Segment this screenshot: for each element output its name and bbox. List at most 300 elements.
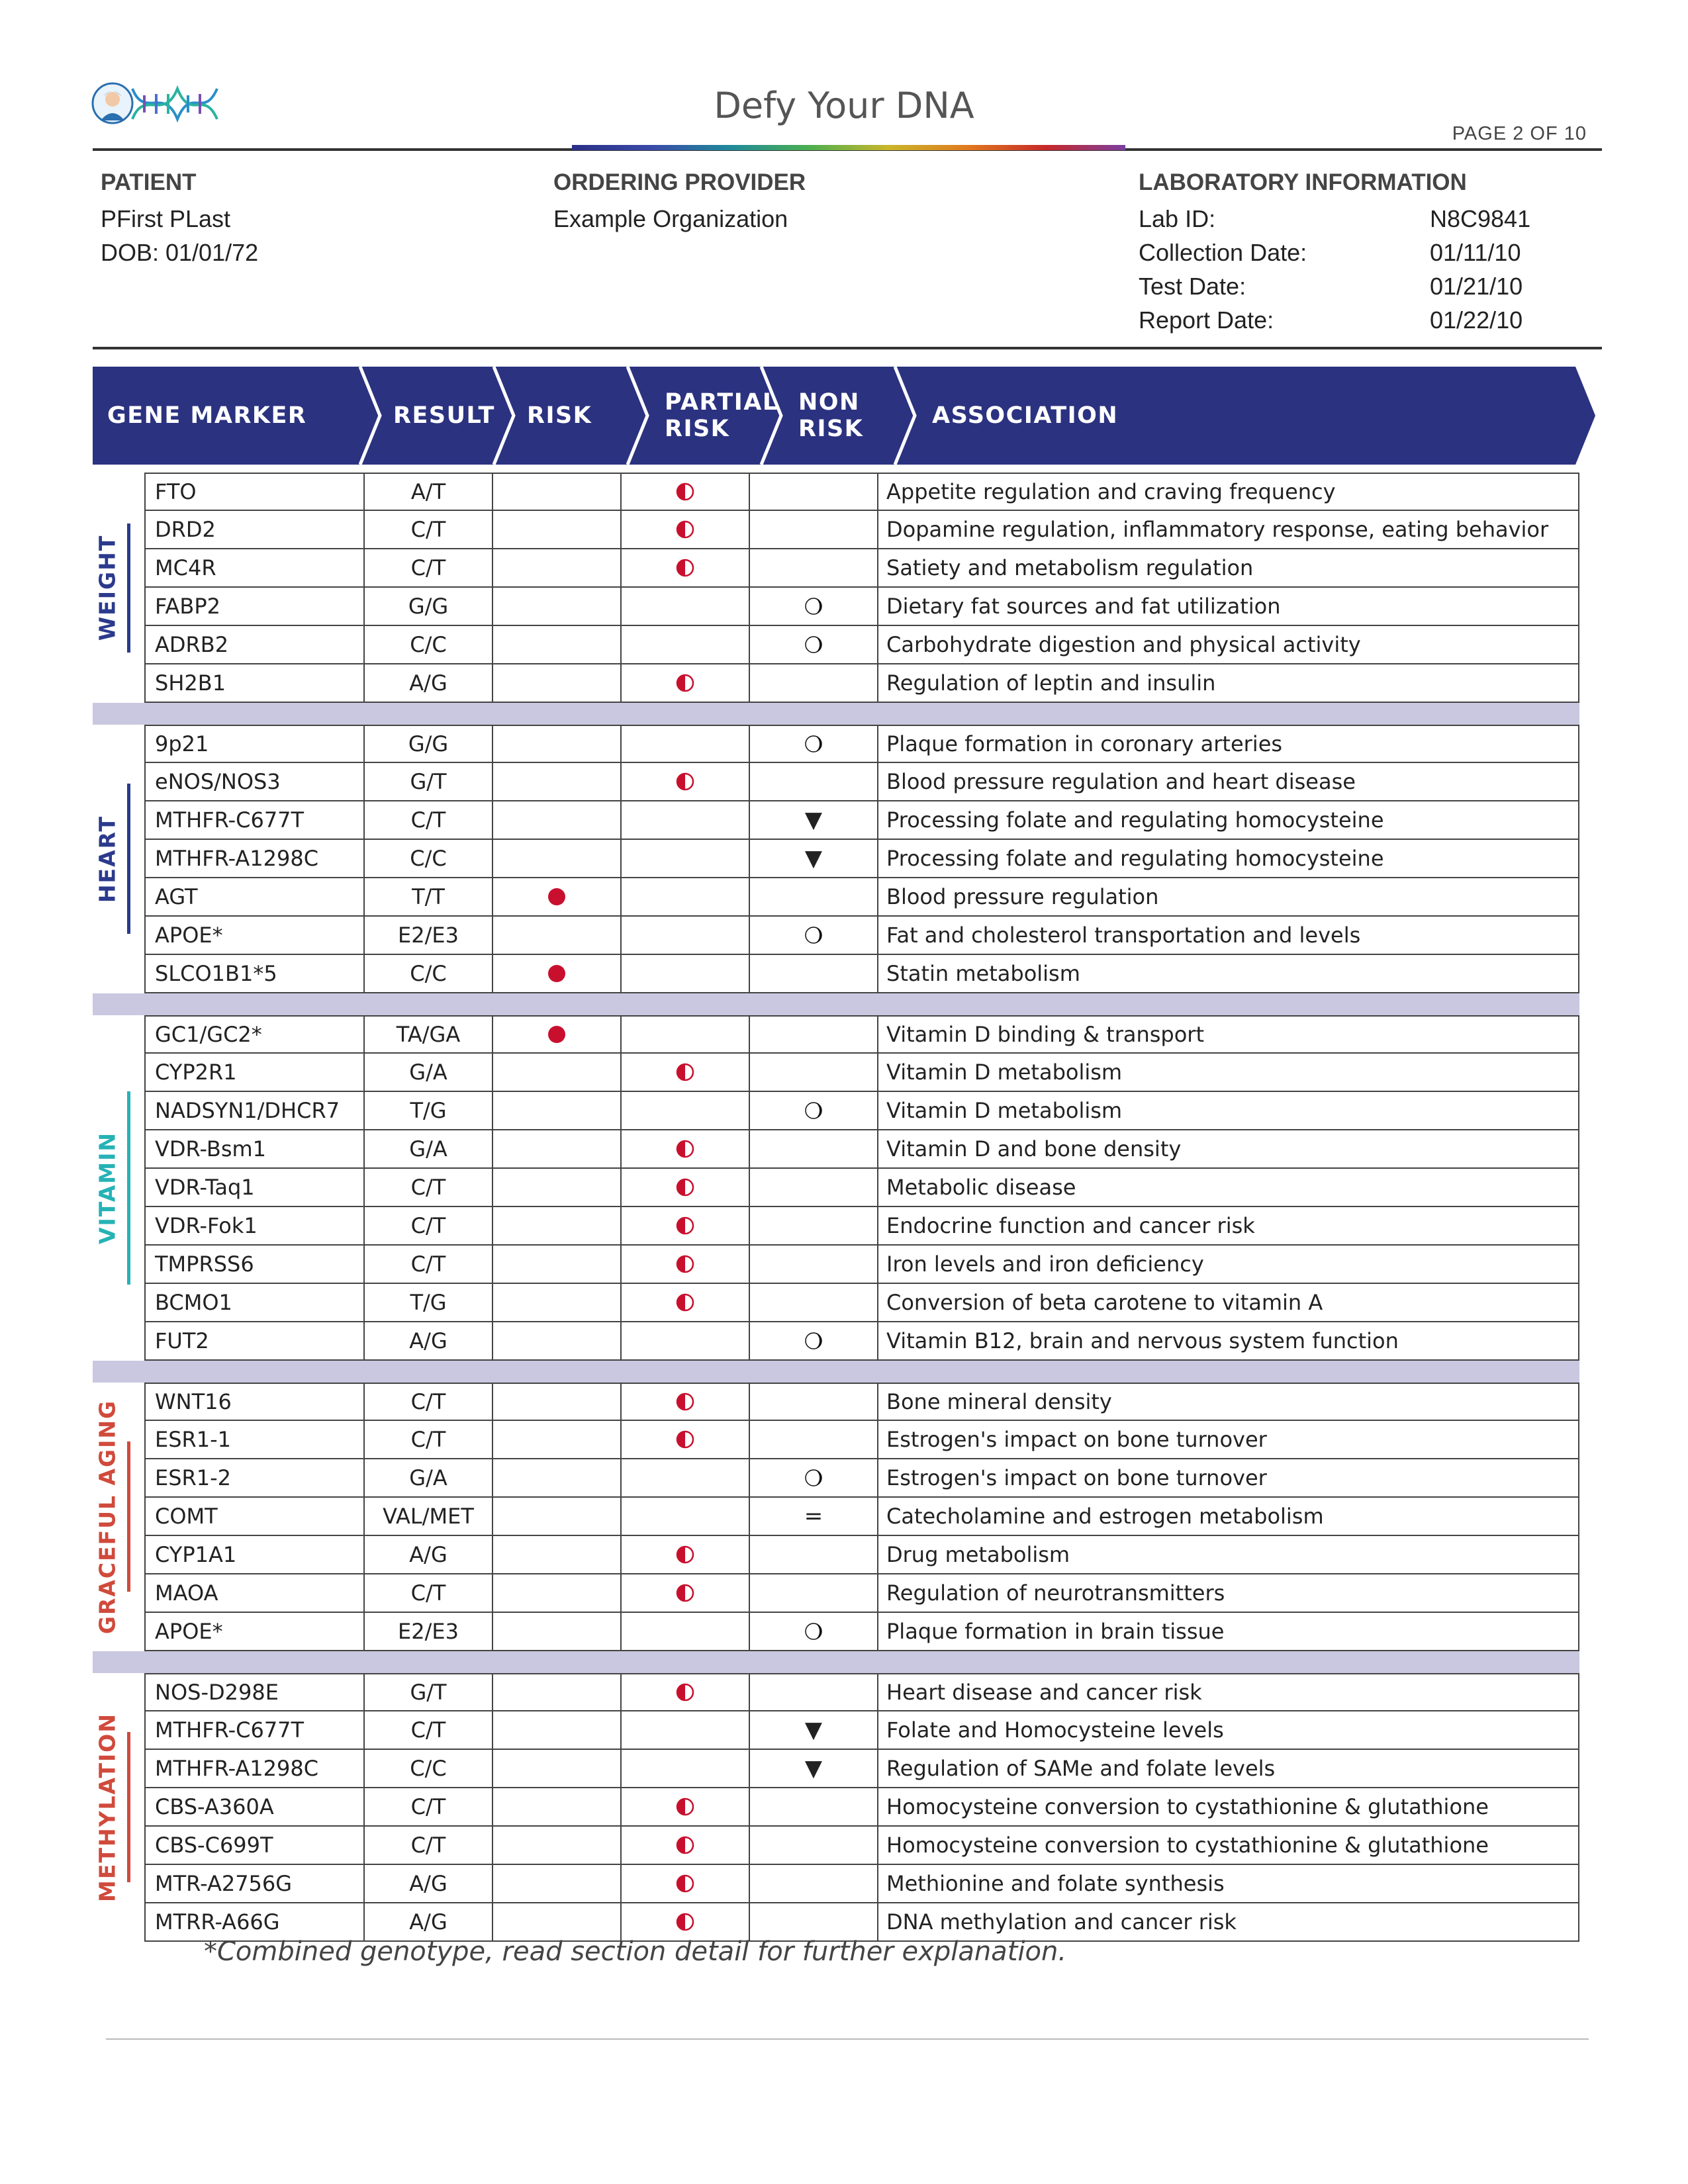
partial-risk-cell — [620, 1383, 749, 1421]
half-red-circle-icon — [675, 1254, 695, 1274]
association-cell: Catecholamine and estrogen metabolism — [877, 1498, 1579, 1536]
non-risk-cell — [749, 763, 877, 801]
table-row — [144, 1788, 1579, 1827]
full-red-circle-icon — [547, 964, 567, 983]
result-cell: G/G — [363, 588, 492, 626]
non-risk-cell — [749, 588, 877, 626]
half-red-circle-icon — [675, 1912, 695, 1932]
gene-marker-cell: FABP2 — [144, 588, 363, 626]
association-cell: Plaque formation in coronary arteries — [877, 725, 1579, 763]
result-cell: C/T — [363, 1421, 492, 1459]
non-risk-cell — [749, 917, 877, 955]
risk-cell — [492, 1246, 620, 1284]
partial-risk-cell — [620, 1284, 749, 1322]
table-row — [144, 878, 1579, 917]
gene-marker-cell: MTHFR-A1298C — [144, 840, 363, 878]
result-cell: C/C — [363, 840, 492, 878]
result-cell: G/A — [363, 1459, 492, 1498]
non-risk-cell — [749, 626, 877, 664]
association-cell: Estrogen's impact on bone turnover — [877, 1421, 1579, 1459]
gene-marker-cell: ESR1-1 — [144, 1421, 363, 1459]
table-row — [144, 1015, 1579, 1054]
lab-block — [1139, 165, 1602, 337]
equals-sign-icon: = — [804, 1503, 823, 1529]
open-crescent-circle-icon — [804, 1101, 823, 1120]
partial-risk-cell — [620, 1130, 749, 1169]
non-risk-cell — [749, 1498, 877, 1536]
result-cell: G/G — [363, 725, 492, 763]
section-separator — [93, 1651, 1579, 1673]
half-red-circle-icon — [675, 1797, 695, 1817]
gene-marker-cell: CBS-A360A — [144, 1788, 363, 1827]
result-cell: C/T — [363, 1246, 492, 1284]
non-risk-cell — [749, 1827, 877, 1865]
association-cell: Carbohydrate digestion and physical activity — [877, 626, 1579, 664]
patient-heading: PATIENT — [101, 169, 197, 195]
section-label-heart: HEART — [93, 725, 144, 993]
association-cell: Folate and Homocysteine levels — [877, 1711, 1579, 1750]
lab-row-report: Report Date: 01/22/10 — [1139, 306, 1523, 334]
gene-marker-cell: BCMO1 — [144, 1284, 363, 1322]
footnote: *Combined genotype, read section detail for further explanation. — [204, 1936, 1067, 1967]
risk-cell — [492, 1498, 620, 1536]
risk-cell — [492, 1284, 620, 1322]
result-cell: C/T — [363, 1207, 492, 1246]
risk-cell — [492, 473, 620, 511]
gene-marker-cell: VDR-Fok1 — [144, 1207, 363, 1246]
non-risk-cell — [749, 1054, 877, 1092]
table-row — [144, 549, 1579, 588]
association-cell: Processing folate and regulating homocysteine — [877, 801, 1579, 840]
association-cell: Regulation of neurotransmitters — [877, 1574, 1579, 1613]
partial-risk-cell — [620, 1246, 749, 1284]
gene-results-table — [144, 473, 1579, 1942]
partial-risk-cell — [620, 1092, 749, 1130]
risk-cell — [492, 1054, 620, 1092]
result-cell: A/G — [363, 1536, 492, 1574]
half-red-circle-icon — [675, 772, 695, 792]
gene-marker-cell: ADRB2 — [144, 626, 363, 664]
non-risk-cell — [749, 1574, 877, 1613]
table-row — [144, 801, 1579, 840]
risk-cell — [492, 1092, 620, 1130]
table-row — [144, 1673, 1579, 1711]
association-cell: Metabolic disease — [877, 1169, 1579, 1207]
non-risk-cell — [749, 1421, 877, 1459]
risk-cell — [492, 955, 620, 993]
risk-cell — [492, 1207, 620, 1246]
non-risk-cell — [749, 1130, 877, 1169]
partial-risk-cell — [620, 1613, 749, 1651]
association-cell: Estrogen's impact on bone turnover — [877, 1459, 1579, 1498]
full-red-circle-icon — [547, 1024, 567, 1044]
result-cell: C/T — [363, 1788, 492, 1827]
gene-marker-cell: APOE* — [144, 917, 363, 955]
result-cell: C/T — [363, 511, 492, 549]
col-gene-marker: GENE MARKER — [107, 402, 307, 429]
gene-marker-cell: APOE* — [144, 1613, 363, 1651]
table-row — [144, 1169, 1579, 1207]
non-risk-cell — [749, 1169, 877, 1207]
non-risk-cell — [749, 1459, 877, 1498]
risk-cell — [492, 1574, 620, 1613]
association-cell: Homocysteine conversion to cystathionine & glutathione — [877, 1827, 1579, 1865]
gene-marker-cell: MC4R — [144, 549, 363, 588]
gene-marker-cell: GC1/GC2* — [144, 1015, 363, 1054]
gene-marker-cell: FTO — [144, 473, 363, 511]
gene-marker-cell: COMT — [144, 1498, 363, 1536]
down-triangle-icon: ▼ — [804, 1755, 823, 1782]
patient-name: PFirst PLast — [101, 205, 231, 232]
result-cell: VAL/MET — [363, 1498, 492, 1536]
partial-risk-cell — [620, 878, 749, 917]
gene-marker-cell: NOS-D298E — [144, 1673, 363, 1711]
risk-cell — [492, 763, 620, 801]
table-row — [144, 1750, 1579, 1788]
gene-marker-cell: VDR-Taq1 — [144, 1169, 363, 1207]
open-crescent-circle-icon — [804, 734, 823, 754]
partial-risk-cell — [620, 511, 749, 549]
result-cell: T/G — [363, 1284, 492, 1322]
risk-cell — [492, 626, 620, 664]
partial-risk-cell — [620, 1498, 749, 1536]
risk-cell — [492, 1459, 620, 1498]
table-row — [144, 1574, 1579, 1613]
section-separator — [93, 1361, 1579, 1383]
half-red-circle-icon — [675, 1216, 695, 1236]
result-cell: G/A — [363, 1054, 492, 1092]
partial-risk-cell — [620, 801, 749, 840]
non-risk-cell — [749, 1322, 877, 1361]
non-risk-cell — [749, 801, 877, 840]
result-cell: G/A — [363, 1130, 492, 1169]
risk-cell — [492, 1613, 620, 1651]
non-risk-cell — [749, 1015, 877, 1054]
partial-risk-cell — [620, 840, 749, 878]
partial-risk-cell — [620, 549, 749, 588]
association-cell: Bone mineral density — [877, 1383, 1579, 1421]
non-risk-cell — [749, 1536, 877, 1574]
partial-risk-cell — [620, 1827, 749, 1865]
section-label-graceful-aging: GRACEFUL AGING — [93, 1383, 144, 1651]
result-cell: A/G — [363, 1865, 492, 1903]
non-risk-cell — [749, 1207, 877, 1246]
half-red-circle-icon — [675, 1392, 695, 1412]
section-separator — [93, 703, 1579, 725]
result-cell: T/T — [363, 878, 492, 917]
association-cell: Fat and cholesterol transportation and levels — [877, 917, 1579, 955]
table-row — [144, 473, 1579, 511]
half-red-circle-icon — [675, 1139, 695, 1159]
table-row — [144, 1711, 1579, 1750]
partial-risk-cell — [620, 725, 749, 763]
col-result: RESULT — [393, 402, 495, 429]
partial-risk-cell — [620, 1421, 749, 1459]
risk-cell — [492, 511, 620, 549]
risk-cell — [492, 664, 620, 703]
association-cell: Blood pressure regulation and heart disease — [877, 763, 1579, 801]
open-crescent-circle-icon — [804, 1468, 823, 1488]
result-cell: C/C — [363, 955, 492, 993]
provider-block — [553, 165, 806, 236]
half-red-circle-icon — [675, 1430, 695, 1449]
result-cell: T/G — [363, 1092, 492, 1130]
table-row — [144, 1284, 1579, 1322]
partial-risk-cell — [620, 1750, 749, 1788]
partial-risk-cell — [620, 1207, 749, 1246]
association-cell: Methionine and folate synthesis — [877, 1865, 1579, 1903]
half-red-circle-icon — [675, 1835, 695, 1855]
gene-marker-cell: CBS-C699T — [144, 1827, 363, 1865]
provider-name: Example Organization — [553, 205, 788, 232]
half-red-circle-icon — [675, 1682, 695, 1702]
partial-risk-cell — [620, 1459, 749, 1498]
association-cell: Vitamin D metabolism — [877, 1092, 1579, 1130]
non-risk-cell — [749, 1788, 877, 1827]
non-risk-cell — [749, 725, 877, 763]
down-triangle-icon: ▼ — [804, 1717, 823, 1743]
non-risk-cell — [749, 473, 877, 511]
gene-marker-cell: AGT — [144, 878, 363, 917]
association-cell: Blood pressure regulation — [877, 878, 1579, 917]
table-row — [144, 1865, 1579, 1903]
non-risk-cell — [749, 511, 877, 549]
non-risk-cell — [749, 955, 877, 993]
table-row — [144, 1207, 1579, 1246]
page-number: PAGE 2 OF 10 — [1452, 123, 1587, 144]
partial-risk-cell — [620, 1788, 749, 1827]
result-cell: TA/GA — [363, 1015, 492, 1054]
table-row — [144, 1536, 1579, 1574]
gene-marker-cell: SH2B1 — [144, 664, 363, 703]
association-cell: Vitamin B12, brain and nervous system function — [877, 1322, 1579, 1361]
table-row — [144, 1092, 1579, 1130]
association-cell: Dietary fat sources and fat utilization — [877, 588, 1579, 626]
association-cell: Plaque formation in brain tissue — [877, 1613, 1579, 1651]
gene-marker-cell: MAOA — [144, 1574, 363, 1613]
association-cell: DNA methylation and cancer risk — [877, 1903, 1579, 1942]
footer-rule — [106, 2038, 1589, 2040]
gene-marker-cell: MTHFR-A1298C — [144, 1750, 363, 1788]
gene-marker-cell: VDR-Bsm1 — [144, 1130, 363, 1169]
section-label-methylation: METHYLATION — [93, 1673, 144, 1942]
association-cell: Regulation of SAMe and folate levels — [877, 1750, 1579, 1788]
table-row — [144, 917, 1579, 955]
col-partial-risk: PARTIAL RISK — [665, 389, 778, 442]
partial-risk-cell — [620, 664, 749, 703]
risk-cell — [492, 917, 620, 955]
half-red-circle-icon — [675, 1293, 695, 1312]
table-row — [144, 1322, 1579, 1361]
partial-risk-cell — [620, 1169, 749, 1207]
non-risk-cell — [749, 878, 877, 917]
association-cell: Endocrine function and cancer risk — [877, 1207, 1579, 1246]
result-cell: E2/E3 — [363, 917, 492, 955]
col-non-risk: NON RISK — [798, 389, 864, 442]
full-red-circle-icon — [547, 887, 567, 907]
risk-cell — [492, 1536, 620, 1574]
gene-marker-cell: MTRR-A66G — [144, 1903, 363, 1942]
partial-risk-cell — [620, 1015, 749, 1054]
partial-risk-cell — [620, 1322, 749, 1361]
table-row — [144, 1613, 1579, 1651]
table-row — [144, 626, 1579, 664]
table-row — [144, 1459, 1579, 1498]
gene-marker-cell: eNOS/NOS3 — [144, 763, 363, 801]
risk-cell — [492, 1421, 620, 1459]
partial-risk-cell — [620, 1574, 749, 1613]
half-red-circle-icon — [675, 1874, 695, 1893]
association-cell: Vitamin D binding & transport — [877, 1015, 1579, 1054]
non-risk-cell — [749, 664, 877, 703]
association-cell: Iron levels and iron deficiency — [877, 1246, 1579, 1284]
table-row — [144, 1498, 1579, 1536]
result-cell: A/G — [363, 1903, 492, 1942]
association-cell: Vitamin D and bone density — [877, 1130, 1579, 1169]
risk-cell — [492, 1130, 620, 1169]
non-risk-cell — [749, 1284, 877, 1322]
table-row — [144, 1383, 1579, 1421]
gene-marker-cell: TMPRSS6 — [144, 1246, 363, 1284]
non-risk-cell — [749, 1711, 877, 1750]
patient-block — [101, 165, 258, 269]
result-cell: A/G — [363, 1322, 492, 1361]
half-red-circle-icon — [675, 1177, 695, 1197]
result-cell: C/T — [363, 1711, 492, 1750]
gene-marker-cell: ESR1-2 — [144, 1459, 363, 1498]
gene-marker-cell: NADSYN1/DHCR7 — [144, 1092, 363, 1130]
gene-marker-cell: MTR-A2756G — [144, 1865, 363, 1903]
partial-risk-cell — [620, 1536, 749, 1574]
patient-dob: DOB: 01/01/72 — [101, 239, 259, 266]
association-cell: Conversion of beta carotene to vitamin A — [877, 1284, 1579, 1322]
half-red-circle-icon — [675, 520, 695, 539]
association-cell: Drug metabolism — [877, 1536, 1579, 1574]
open-crescent-circle-icon — [804, 635, 823, 655]
risk-cell — [492, 1169, 620, 1207]
non-risk-cell — [749, 1092, 877, 1130]
gene-marker-cell: DRD2 — [144, 511, 363, 549]
half-red-circle-icon — [675, 1062, 695, 1082]
risk-cell — [492, 1711, 620, 1750]
section-separator — [93, 993, 1579, 1015]
result-cell: G/T — [363, 763, 492, 801]
association-cell: Heart disease and cancer risk — [877, 1673, 1579, 1711]
lab-row-id: Lab ID: N8C9841 — [1139, 205, 1531, 232]
table-row — [144, 840, 1579, 878]
association-cell: Satiety and metabolism regulation — [877, 549, 1579, 588]
association-cell: Vitamin D metabolism — [877, 1054, 1579, 1092]
result-cell: C/T — [363, 801, 492, 840]
partial-risk-cell — [620, 588, 749, 626]
down-triangle-icon: ▼ — [804, 807, 823, 833]
column-header-band — [93, 367, 1595, 465]
open-crescent-circle-icon — [804, 1331, 823, 1351]
result-cell: C/C — [363, 626, 492, 664]
result-cell: A/T — [363, 473, 492, 511]
result-cell: E2/E3 — [363, 1613, 492, 1651]
non-risk-cell — [749, 1865, 877, 1903]
partial-risk-cell — [620, 1865, 749, 1903]
table-row — [144, 955, 1579, 993]
result-cell: C/T — [363, 1383, 492, 1421]
gene-marker-cell: CYP2R1 — [144, 1054, 363, 1092]
table-row — [144, 1246, 1579, 1284]
table-row — [144, 1827, 1579, 1865]
association-cell: Appetite regulation and craving frequency — [877, 473, 1579, 511]
gene-marker-cell: SLCO1B1*5 — [144, 955, 363, 993]
rainbow-accent-bar — [572, 145, 1125, 150]
open-crescent-circle-icon — [804, 925, 823, 945]
result-cell: C/T — [363, 1827, 492, 1865]
table-row — [144, 588, 1579, 626]
result-cell: G/T — [363, 1673, 492, 1711]
risk-cell — [492, 801, 620, 840]
non-risk-cell — [749, 1750, 877, 1788]
association-cell: Regulation of leptin and insulin — [877, 664, 1579, 703]
partial-risk-cell — [620, 1711, 749, 1750]
info-rule — [93, 347, 1602, 349]
non-risk-cell — [749, 1673, 877, 1711]
brand-title: Defy Your DNA — [714, 85, 974, 126]
table-row — [144, 725, 1579, 763]
lab-row-collection: Collection Date: 01/11/10 — [1139, 239, 1521, 266]
risk-cell — [492, 1865, 620, 1903]
association-cell: Homocysteine conversion to cystathionine & glutathione — [877, 1788, 1579, 1827]
table-row — [144, 664, 1579, 703]
partial-risk-cell — [620, 473, 749, 511]
result-cell: A/G — [363, 664, 492, 703]
half-red-circle-icon — [675, 482, 695, 502]
risk-cell — [492, 1827, 620, 1865]
gene-marker-cell: 9p21 — [144, 725, 363, 763]
risk-cell — [492, 1673, 620, 1711]
result-cell: C/T — [363, 549, 492, 588]
risk-cell — [492, 725, 620, 763]
table-row — [144, 1421, 1579, 1459]
risk-cell — [492, 1750, 620, 1788]
provider-heading: ORDERING PROVIDER — [553, 169, 806, 195]
gene-marker-cell: MTHFR-C677T — [144, 1711, 363, 1750]
partial-risk-cell — [620, 917, 749, 955]
result-cell: C/T — [363, 1169, 492, 1207]
non-risk-cell — [749, 1613, 877, 1651]
open-crescent-circle-icon — [804, 1621, 823, 1641]
partial-risk-cell — [620, 1673, 749, 1711]
risk-cell — [492, 588, 620, 626]
association-cell: Dopamine regulation, inflammatory response, eating behavior — [877, 511, 1579, 549]
non-risk-cell — [749, 1246, 877, 1284]
table-row — [144, 763, 1579, 801]
lab-heading: LABORATORY INFORMATION — [1139, 169, 1467, 195]
half-red-circle-icon — [675, 673, 695, 693]
table-row — [144, 1130, 1579, 1169]
lab-row-test: Test Date: 01/21/10 — [1139, 273, 1523, 300]
gene-marker-cell: FUT2 — [144, 1322, 363, 1361]
half-red-circle-icon — [675, 1583, 695, 1603]
table-row — [144, 1054, 1579, 1092]
down-triangle-icon: ▼ — [804, 845, 823, 872]
gene-marker-cell: MTHFR-C677T — [144, 801, 363, 840]
risk-cell — [492, 878, 620, 917]
non-risk-cell — [749, 549, 877, 588]
risk-cell — [492, 840, 620, 878]
risk-cell — [492, 1015, 620, 1054]
non-risk-cell — [749, 1383, 877, 1421]
risk-cell — [492, 549, 620, 588]
partial-risk-cell — [620, 626, 749, 664]
partial-risk-cell — [620, 1054, 749, 1092]
